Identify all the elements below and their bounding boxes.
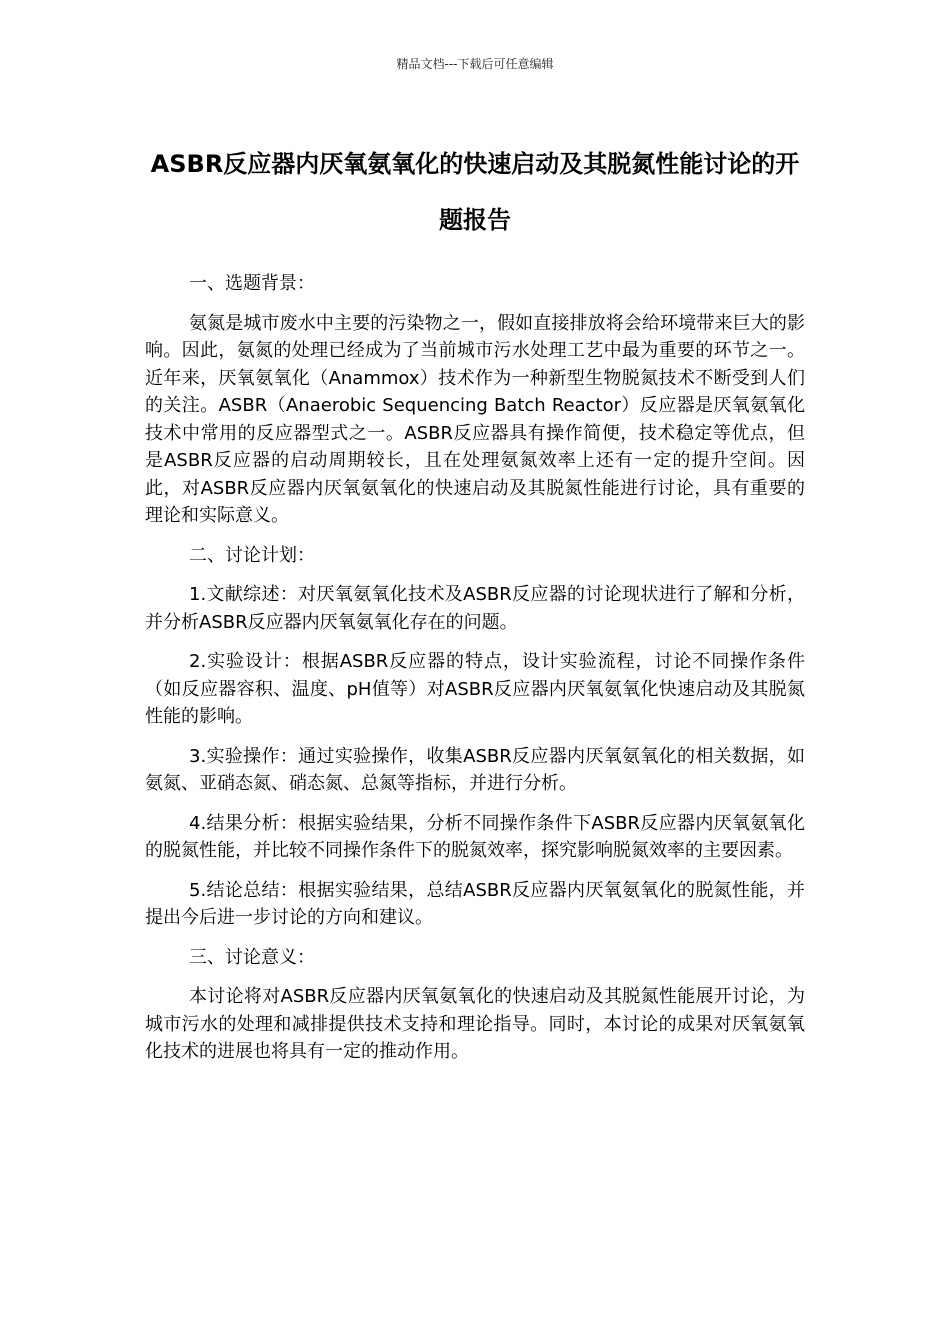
- background-paragraph: 氨氮是城市废水中主要的污染物之一，假如直接排放将会给环境带来巨大的影响。因此，氨氮的处理已经成为了当前城市污水处理工艺中最为重要的环节之一。近年来，厌氧氨氧化（Anammox）技术作为一种新型生物脱氮技术不断受到人们的关注。ASBR（Anaerobic Sequencing Batch Reactor）反应器是厌氧氨氧化技术中常用的反应器型式之一。ASBR反应器具有操作简便，技术稳定等优点，但是ASBR反应器的启动周期较长，且在处理氨氮效率上还有一定的提升空间。因此，对ASBR反应器内厌氧氨氧化的快速启动及其脱氮性能进行讨论，具有重要的理论和实际意义。: [145, 312, 805, 526]
- plan-item: 1.文献综述：对厌氧氨氧化技术及ASBR反应器的讨论现状进行了解和分析，并分析ASBR反应器内厌氧氨氧化存在的问题。: [145, 584, 805, 633]
- document-body: [145, 270, 805, 1078]
- plan-item: 4.结果分析：根据实验结果，分析不同操作条件下ASBR反应器内厌氧氨氧化的脱氮性能，并比较不同操作条件下的脱氮效率，探究影响脱氮效率的主要因素。: [145, 812, 805, 861]
- significance-paragraph: 本讨论将对ASBR反应器内厌氧氨氧化的快速启动及其脱氮性能展开讨论，为城市污水的处理和减排提供技术支持和理论指导。同时，本讨论的成果对厌氧氨氧化技术的进展也将具有一定的推动作用。: [145, 986, 805, 1062]
- section-heading-background: 一、选题背景：: [189, 273, 315, 294]
- section-heading-significance: 三、讨论意义：: [189, 946, 315, 968]
- plan-item: 2.实验设计：根据ASBR反应器的特点，设计实验流程，讨论不同操作条件（如反应器容积、温度、pH值等）对ASBR反应器内厌氧氨氧化快速启动及其脱氮性能的影响。: [145, 651, 805, 727]
- plan-item: 5.结论总结：根据实验结果，总结ASBR反应器内厌氧氨氧化的脱氮性能，并提出今后进一步讨论的方向和建议。: [145, 879, 805, 928]
- section-heading-plan: 二、讨论计划：: [189, 544, 315, 566]
- plan-item: 3.实验操作：通过实验操作，收集ASBR反应器内厌氧氨氧化的相关数据，如氨氮、亚硝态氮、硝态氮、总氮等指标，并进行分析。: [145, 745, 805, 794]
- page-header: 精品文档---下载后可任意编辑: [396, 57, 554, 71]
- document-title: ASBR反应器内厌氧氨氧化的快速启动及其脱氮性能讨论的开题报告: [150, 150, 800, 234]
